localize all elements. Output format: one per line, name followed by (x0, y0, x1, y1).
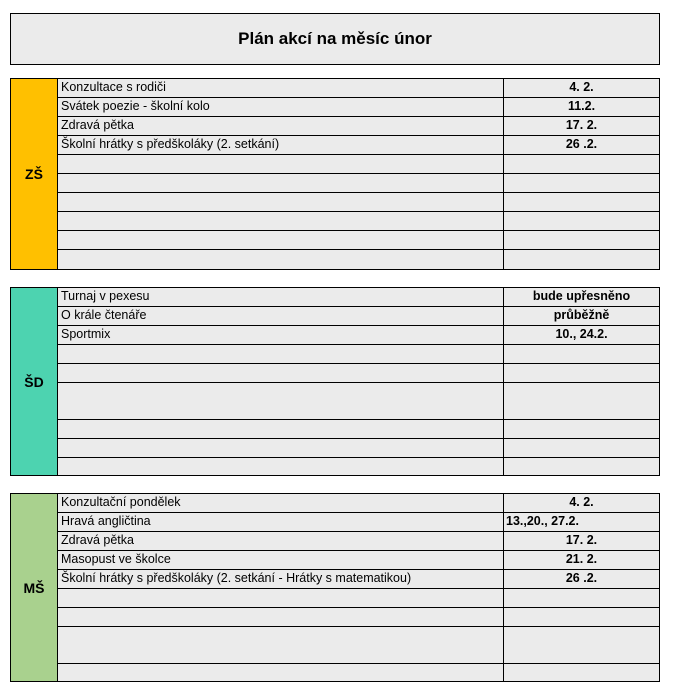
event-cell (58, 608, 504, 626)
table-row (58, 231, 659, 250)
table-row (58, 383, 659, 420)
event-cell (58, 458, 504, 475)
date-cell (504, 193, 659, 211)
table-row (58, 174, 659, 193)
date-cell: průběžně (553, 308, 610, 322)
event-cell (58, 345, 504, 363)
event-cell (58, 383, 504, 419)
date-cell: 26 .2. (565, 571, 598, 585)
table-row (58, 345, 659, 364)
event-cell: Svátek poezie - školní kolo (58, 98, 504, 116)
date-cell (504, 250, 659, 269)
table-row (58, 193, 659, 212)
table-row (58, 250, 659, 269)
event-cell: Konzultace s rodiči (58, 79, 504, 97)
date-cell (504, 458, 659, 475)
event-cell: Hravá angličtina (58, 513, 504, 531)
date-cell (504, 664, 659, 681)
date-cell (504, 364, 659, 382)
event-cell (58, 627, 504, 663)
table-row (58, 364, 659, 383)
date-cell (504, 345, 659, 363)
date-cell: 11.2. (567, 99, 596, 113)
date-cell: 4. 2. (569, 495, 594, 509)
date-cell (504, 155, 659, 173)
event-cell: Turnaj v pexesu (58, 288, 504, 306)
date-cell: 4. 2. (569, 80, 594, 94)
section-rows-sd (58, 288, 659, 475)
table-row (58, 98, 659, 117)
event-cell: Školní hrátky s předškoláky (2. setkání - Hrátky s matematikou) (58, 570, 504, 588)
table-row (58, 458, 659, 475)
date-cell (504, 589, 659, 607)
table-row (58, 494, 659, 513)
event-cell: O krále čtenáře (58, 307, 504, 325)
event-cell: Masopust ve školce (58, 551, 504, 569)
date-cell (504, 420, 659, 438)
table-row (58, 79, 659, 98)
date-cell (504, 439, 659, 457)
date-cell: 17. 2. (565, 118, 598, 132)
table-row (58, 288, 659, 307)
event-cell: Konzultační pondělek (58, 494, 504, 512)
event-cell (58, 231, 504, 249)
table-row (58, 589, 659, 608)
event-cell (58, 193, 504, 211)
date-cell: 13.,20., 27.2. (506, 514, 579, 528)
event-cell (58, 174, 504, 192)
event-cell (58, 155, 504, 173)
date-cell: 17. 2. (565, 533, 598, 547)
table-row (58, 570, 659, 589)
page-title: Plán akcí na měsíc únor (10, 13, 660, 65)
table-row (58, 420, 659, 439)
table-row (58, 307, 659, 326)
table-row (58, 136, 659, 155)
date-cell: bude upřesněno (532, 289, 631, 303)
event-cell: Zdravá pětka (58, 117, 504, 135)
event-cell (58, 364, 504, 382)
table-row (58, 664, 659, 681)
section-label-ms: MŠ (11, 494, 58, 681)
event-cell: Sportmix (58, 326, 504, 344)
date-cell: 21. 2. (565, 552, 598, 566)
event-cell (58, 439, 504, 457)
table-row (58, 513, 659, 532)
event-cell (58, 212, 504, 230)
section-sd (10, 287, 660, 476)
table-row (58, 551, 659, 570)
date-cell (504, 174, 659, 192)
event-cell (58, 589, 504, 607)
table-row (58, 439, 659, 458)
event-cell: Školní hrátky s předškoláky (2. setkání) (58, 136, 504, 154)
date-cell: 10., 24.2. (555, 327, 608, 341)
table-row (58, 155, 659, 174)
date-cell (504, 383, 659, 419)
event-cell: Zdravá pětka (58, 532, 504, 550)
event-cell (58, 250, 504, 269)
date-cell (504, 627, 659, 663)
table-row (58, 608, 659, 627)
table-row (58, 212, 659, 231)
table-row (58, 326, 659, 345)
event-cell (58, 420, 504, 438)
section-rows-ms (58, 494, 659, 681)
table-row (58, 627, 659, 664)
section-label-zs: ZŠ (11, 79, 58, 269)
date-cell (504, 212, 659, 230)
date-cell: 26 .2. (565, 137, 598, 151)
table-row (58, 532, 659, 551)
section-ms (10, 493, 660, 682)
event-cell (58, 664, 504, 681)
section-label-sd: ŠD (11, 288, 58, 475)
date-cell (504, 608, 659, 626)
section-zs (10, 78, 660, 270)
date-cell (504, 231, 659, 249)
table-row (58, 117, 659, 136)
section-rows-zs (58, 79, 659, 269)
